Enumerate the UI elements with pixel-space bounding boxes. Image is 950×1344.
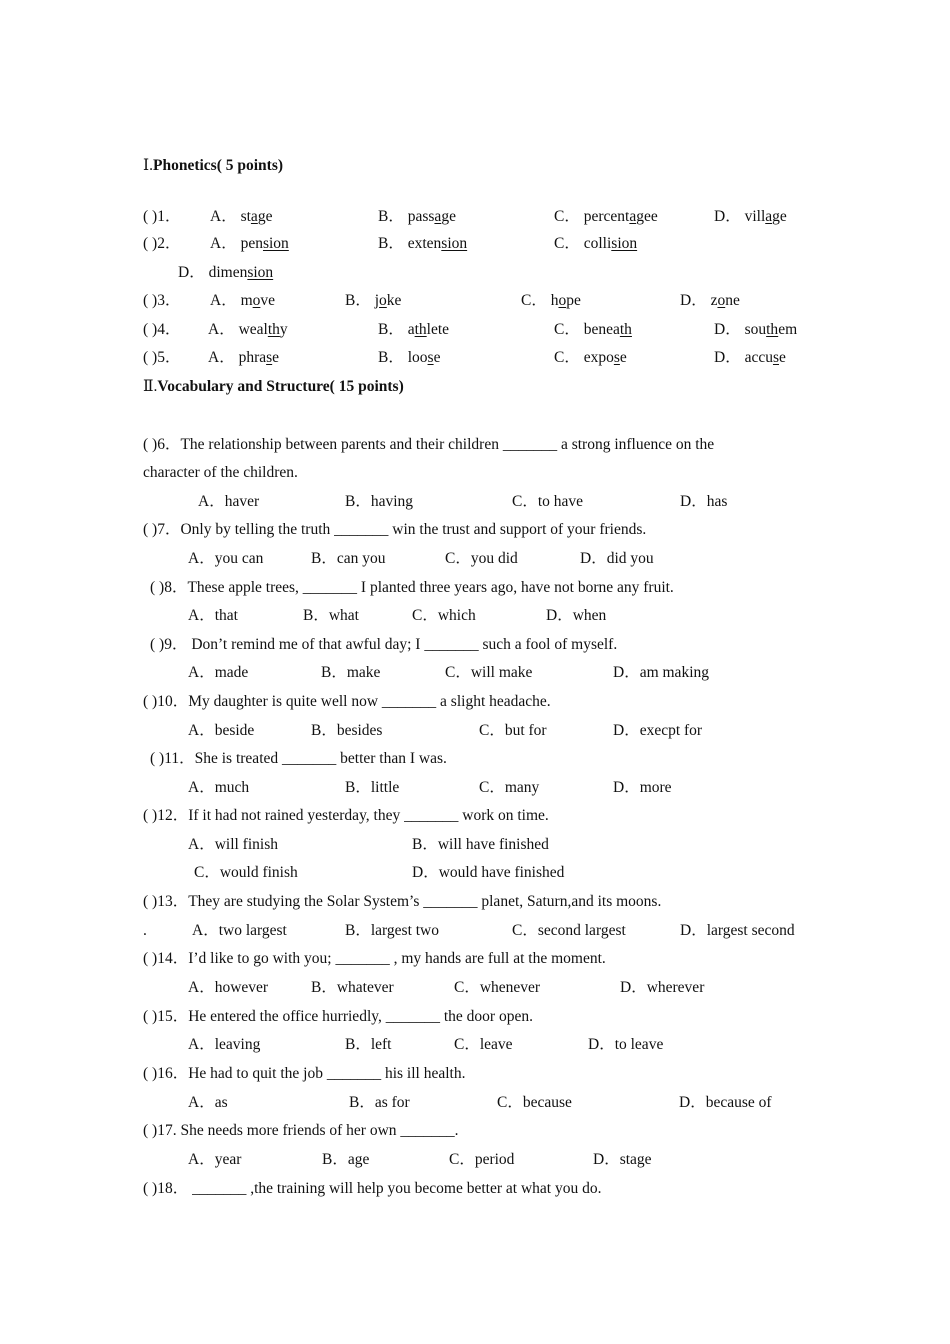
question-7-option-c[interactable]: C．you did — [445, 550, 518, 567]
question-14-stem: ( )14．I’d like to go with you; _______ , my hands are full at the moment. — [143, 950, 606, 967]
question-5-option-a[interactable]: A． phrase — [208, 349, 280, 366]
question-11-stem: ( )11．She is treated _______ better than I was. — [150, 750, 447, 767]
question-5-option-b[interactable]: B． loose — [378, 349, 441, 366]
question-2-option-c[interactable]: C． collision — [554, 235, 638, 252]
question-11-option-c[interactable]: C．many — [479, 779, 540, 796]
question-9-option-a[interactable]: A．made — [188, 664, 249, 681]
question-6-option-d[interactable]: D．has — [680, 493, 728, 510]
question-13-stem: ( )13．They are studying the Solar System’s _______ planet, Saturn,and its moons. — [143, 893, 662, 910]
question-4-option-a[interactable]: A． wealthy — [208, 321, 288, 338]
question-7-stem: ( )7．Only by telling the truth _______ win the trust and support of your friends. — [143, 521, 647, 538]
question-12-option-a[interactable]: A．will finish — [188, 836, 278, 853]
question-6-option-c[interactable]: C．to have — [512, 493, 584, 510]
question-13-option-b[interactable]: B．largest two — [345, 922, 439, 939]
question-10-stem: ( )10．My daughter is quite well now _______ a slight headache. — [143, 693, 551, 710]
question-9-option-c[interactable]: C．will make — [445, 664, 533, 681]
question-2-option-a[interactable]: A． pension — [210, 235, 289, 252]
question-17-stem: ( )17. She needs more friends of her own _______. — [143, 1122, 459, 1139]
question-8-option-a[interactable]: A．that — [188, 607, 238, 624]
question-4-option-b[interactable]: B． athlete — [378, 321, 450, 338]
question-1-option-a[interactable]: A． stage — [210, 208, 273, 225]
question-8-option-c[interactable]: C．which — [412, 607, 476, 624]
question-14-option-b[interactable]: B．whatever — [311, 979, 394, 996]
question-14-option-a[interactable]: A．however — [188, 979, 269, 996]
question-10-option-c[interactable]: C．but for — [479, 722, 547, 739]
question-16-option-b[interactable]: B．as for — [349, 1094, 410, 1111]
question-15-option-b[interactable]: B．left — [345, 1036, 392, 1053]
question-16-option-d[interactable]: D．because of — [679, 1094, 772, 1111]
question-16-stem: ( )16．He had to quit the job _______ his ill health. — [143, 1065, 466, 1082]
question-2-number: ( )2． — [143, 235, 181, 252]
question-7-option-a[interactable]: A．you can — [188, 550, 264, 567]
question-18-stem: ( )18． _______ ,the training will help you become better at what you do. — [143, 1180, 602, 1197]
question-12-option-d[interactable]: D．would have finished — [412, 864, 565, 881]
question-4-option-d[interactable]: D． southem — [714, 321, 798, 338]
question-14-option-d[interactable]: D．wherever — [620, 979, 705, 996]
question-16-option-c[interactable]: C．because — [497, 1094, 572, 1111]
question-17-option-c[interactable]: C．period — [449, 1151, 515, 1168]
question-2-option-b[interactable]: B． extension — [378, 235, 468, 252]
question-13-option-d[interactable]: D．largest second — [680, 922, 795, 939]
question-13-option-c[interactable]: C．second largest — [512, 922, 626, 939]
question-9-option-d[interactable]: D．am making — [613, 664, 709, 681]
section-1-title: Phonetics( 5 points) — [153, 157, 284, 174]
question-12-option-b[interactable]: B．will have finished — [412, 836, 549, 853]
question-5-number: ( )5． — [143, 349, 181, 366]
question-17-option-d[interactable]: D．stage — [593, 1151, 652, 1168]
question-3-option-a[interactable]: A． move — [210, 292, 276, 309]
question-17-option-a[interactable]: A．year — [188, 1151, 242, 1168]
question-5-option-c[interactable]: C． expose — [554, 349, 627, 366]
question-8-option-d[interactable]: D．when — [546, 607, 607, 624]
question-6-option-b[interactable]: B．having — [345, 493, 414, 510]
question-15-option-c[interactable]: C．leave — [454, 1036, 513, 1053]
question-5-option-d[interactable]: D． accuse — [714, 349, 786, 366]
section-2-heading — [143, 377, 404, 397]
section-1-heading — [143, 156, 283, 176]
section-2-title: Vocabulary and Structure( 15 points) — [157, 378, 404, 395]
question-1-option-b[interactable]: B． passage — [378, 208, 456, 225]
question-13-lead-dot: . — [143, 922, 147, 939]
question-15-option-d[interactable]: D．to leave — [588, 1036, 664, 1053]
question-11-option-d[interactable]: D．more — [613, 779, 672, 796]
question-15-stem: ( )15．He entered the office hurriedly, _______ the door open. — [143, 1008, 533, 1025]
question-4-option-c[interactable]: C． beneath — [554, 321, 632, 338]
question-8-stem: ( )8．These apple trees, _______ I planted three years ago, have not borne any fruit. — [150, 579, 674, 596]
question-2-option-d[interactable]: D． dimension — [178, 264, 274, 281]
question-7-option-d[interactable]: D．did you — [580, 550, 654, 567]
question-6-option-a[interactable]: A．haver — [198, 493, 260, 510]
question-11-option-b[interactable]: B．little — [345, 779, 400, 796]
question-4-number: ( )4． — [143, 321, 181, 338]
question-12-stem: ( )12．If it had not rained yesterday, they _______ work on time. — [143, 807, 549, 824]
question-10-option-d[interactable]: D．execpt for — [613, 722, 703, 739]
question-11-option-a[interactable]: A．much — [188, 779, 250, 796]
question-14-option-c[interactable]: C．whenever — [454, 979, 541, 996]
question-6-stem-continued: character of the children. — [143, 464, 298, 481]
question-3-number: ( )3． — [143, 292, 181, 309]
question-7-option-b[interactable]: B．can you — [311, 550, 386, 567]
question-13-option-a[interactable]: A．two largest — [192, 922, 287, 939]
question-1-option-c[interactable]: C． percentagee — [554, 208, 658, 225]
question-9-option-b[interactable]: B．make — [321, 664, 381, 681]
question-3-option-b[interactable]: B． joke — [345, 292, 402, 309]
question-10-option-a[interactable]: A．beside — [188, 722, 255, 739]
question-3-option-c[interactable]: C． hope — [521, 292, 581, 309]
section-1-numeral: Ⅰ. — [143, 157, 153, 174]
question-16-option-a[interactable]: A．as — [188, 1094, 228, 1111]
question-3-option-d[interactable]: D． zone — [680, 292, 740, 309]
question-12-option-c[interactable]: C．would finish — [194, 864, 298, 881]
question-17-option-b[interactable]: B．age — [322, 1151, 370, 1168]
question-10-option-b[interactable]: B．besides — [311, 722, 383, 739]
question-1-number: ( )1． — [143, 208, 181, 225]
question-15-option-a[interactable]: A．leaving — [188, 1036, 261, 1053]
question-8-option-b[interactable]: B．what — [303, 607, 359, 624]
question-1-option-d[interactable]: D． village — [714, 208, 787, 225]
question-9-stem: ( )9． Don’t remind me of that awful day; I _______ such a fool of myself. — [150, 636, 618, 653]
section-2-numeral: Ⅱ. — [143, 378, 158, 395]
question-6-stem: ( )6．The relationship between parents and their children _______ a strong influence on the — [143, 436, 715, 453]
